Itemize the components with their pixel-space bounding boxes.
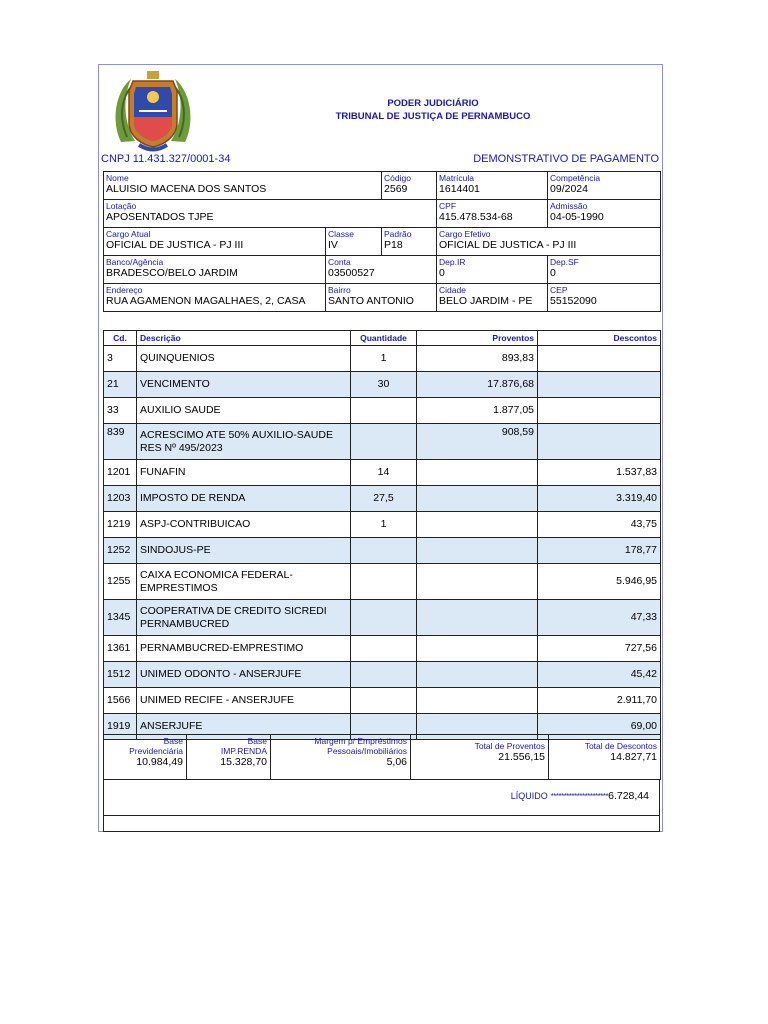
item-description: AUXILIO SAUDE [137, 398, 351, 424]
item-proventos: 893,83 [417, 346, 538, 372]
table-row [104, 564, 661, 600]
item-code: 33 [104, 398, 137, 424]
item-descontos: 2.911,70 [538, 688, 661, 714]
margem-emprestimos: Margem p/ Empréstimos Pessoais/Imobiliários 5,06 [271, 735, 411, 780]
table-row [104, 636, 661, 662]
item-proventos [417, 688, 538, 714]
liquido-box [103, 779, 660, 816]
field-bairro: Bairro SANTO ANTONIO [326, 284, 437, 312]
item-descontos: 727,56 [538, 636, 661, 662]
field-cep: CEP 55152090 [548, 284, 661, 312]
item-quantity: 1 [351, 512, 417, 538]
item-proventos [417, 600, 538, 636]
field-lotacao: Lotação APOSENTADOS TJPE [104, 200, 437, 228]
table-row [104, 424, 661, 460]
table-row [104, 460, 661, 486]
info-row-1 [104, 172, 661, 200]
item-quantity: 30 [351, 372, 417, 398]
field-codigo: Código 2569 [382, 172, 437, 200]
coat-of-arms-emblem [109, 67, 197, 153]
item-code: 3 [104, 346, 137, 372]
item-descontos [538, 424, 661, 460]
field-nome: Nome ALUISIO MACENA DOS SANTOS [104, 172, 382, 200]
item-quantity [351, 688, 417, 714]
field-banco: Banco/Agência BRADESCO/BELO JARDIM [104, 256, 326, 284]
item-quantity: 1 [351, 346, 417, 372]
item-code: 1361 [104, 636, 137, 662]
item-quantity [351, 636, 417, 662]
item-quantity [351, 398, 417, 424]
field-cpf: CPF 415.478.534-68 [437, 200, 548, 228]
cnpj-text: CNPJ 11.431.327/0001-34 [101, 153, 231, 165]
table-row [104, 372, 661, 398]
col-header-quantidade: Quantidade [351, 331, 417, 346]
item-proventos: 17.876,68 [417, 372, 538, 398]
item-description: SINDOJUS-PE [137, 538, 351, 564]
item-descontos: 1.537,83 [538, 460, 661, 486]
item-description: ANSERJUFE [137, 714, 351, 740]
item-descontos: 47,33 [538, 600, 661, 636]
item-description: CAIXA ECONOMICA FEDERAL-EMPRESTIMOS [137, 564, 351, 600]
item-description: IMPOSTO DE RENDA [137, 486, 351, 512]
item-proventos [417, 460, 538, 486]
item-proventos [417, 512, 538, 538]
item-description: UNIMED RECIFE - ANSERJUFE [137, 688, 351, 714]
item-quantity [351, 600, 417, 636]
item-quantity [351, 538, 417, 564]
item-code: 1203 [104, 486, 137, 512]
item-proventos: 908,59 [417, 424, 538, 460]
liquido-value: 6.728,44 [608, 790, 649, 802]
field-endereco: Endereço RUA AGAMENON MAGALHAES, 2, CASA [104, 284, 326, 312]
item-descontos: 45,42 [538, 662, 661, 688]
item-descontos: 43,75 [538, 512, 661, 538]
field-admissao: Admissão 04-05-1990 [548, 200, 661, 228]
item-description: UNIMED ODONTO - ANSERJUFE [137, 662, 351, 688]
item-code: 1252 [104, 538, 137, 564]
field-competencia: Competência 09/2024 [548, 172, 661, 200]
info-row-5 [104, 284, 661, 312]
table-row [104, 662, 661, 688]
item-descontos [538, 372, 661, 398]
field-cidade: Cidade BELO JARDIM - PE [437, 284, 548, 312]
total-descontos: Total de Descontos 14.827,71 [549, 735, 661, 780]
item-quantity [351, 564, 417, 600]
item-code: 21 [104, 372, 137, 398]
item-description: PERNAMBUCRED-EMPRESTIMO [137, 636, 351, 662]
document-title: DEMONSTRATIVO DE PAGAMENTO [473, 153, 659, 165]
org-line-1: PODER JUDICIÁRIO [387, 98, 479, 109]
field-dep-ir: Dep.IR 0 [437, 256, 548, 284]
field-cargo-atual: Cargo Atual OFICIAL DE JUSTICA - PJ III [104, 228, 326, 256]
field-matricula: Matrícula 1614401 [437, 172, 548, 200]
item-descontos: 5.946,95 [538, 564, 661, 600]
item-quantity: 27,5 [351, 486, 417, 512]
item-descontos: 178,77 [538, 538, 661, 564]
org-line-2: TRIBUNAL DE JUSTIÇA DE PERNAMBUCO [335, 111, 531, 122]
item-code: 1919 [104, 714, 137, 740]
item-quantity: 14 [351, 460, 417, 486]
item-proventos [417, 538, 538, 564]
item-description: VENCIMENTO [137, 372, 351, 398]
item-description: QUINQUENIOS [137, 346, 351, 372]
item-code: 839 [104, 424, 137, 460]
employee-info-table [103, 171, 661, 312]
item-proventos [417, 486, 538, 512]
item-description: ASPJ-CONTRIBUICAO [137, 512, 351, 538]
table-row [104, 398, 661, 424]
item-code: 1201 [104, 460, 137, 486]
item-description: COOPERATIVA DE CREDITO SICREDI PERNAMBUCRED [137, 600, 351, 636]
item-descontos: 3.319,40 [538, 486, 661, 512]
base-previdenciaria: Base Previdenciária 10.984,49 [104, 735, 187, 780]
item-description: ACRESCIMO ATE 50% AUXILIO-SAUDE RES Nº 495/2023 [137, 424, 351, 460]
col-header-descontos: Descontos [538, 331, 661, 346]
item-code: 1512 [104, 662, 137, 688]
table-row [104, 688, 661, 714]
field-conta: Conta 03500527 [326, 256, 437, 284]
item-proventos [417, 662, 538, 688]
item-proventos [417, 564, 538, 600]
field-dep-sf: Dep.SF 0 [548, 256, 661, 284]
payment-items-table [103, 330, 661, 740]
item-description: FUNAFIN [137, 460, 351, 486]
liquido-label: LÍQUIDO [510, 791, 548, 801]
info-row-2 [104, 200, 661, 228]
item-code: 1255 [104, 564, 137, 600]
info-row-4 [104, 256, 661, 284]
item-descontos [538, 346, 661, 372]
item-quantity [351, 424, 417, 460]
item-proventos: 1.877,05 [417, 398, 538, 424]
totals-table [103, 734, 661, 780]
item-code: 1566 [104, 688, 137, 714]
payslip-frame [98, 64, 663, 832]
col-header-descricao: Descrição [137, 331, 351, 346]
table-row [104, 600, 661, 636]
item-descontos: 69,00 [538, 714, 661, 740]
item-code: 1219 [104, 512, 137, 538]
liquido-line [511, 790, 649, 802]
base-imp-renda: Base IMP.RENDA 15.328,70 [187, 735, 271, 780]
item-proventos [417, 636, 538, 662]
table-row [104, 538, 661, 564]
field-padrao: Padrão P18 [382, 228, 437, 256]
totals-row [104, 735, 661, 780]
col-header-proventos: Proventos [417, 331, 538, 346]
item-code: 1345 [104, 600, 137, 636]
info-row-3 [104, 228, 661, 256]
items-header-row [104, 331, 661, 346]
item-quantity [351, 662, 417, 688]
total-proventos: Total de Proventos 21.556,15 [411, 735, 549, 780]
col-header-cd: Cd. [104, 331, 137, 346]
item-descontos [538, 398, 661, 424]
field-classe: Classe IV [326, 228, 382, 256]
table-row [104, 346, 661, 372]
footer-empty-row [103, 815, 660, 832]
table-row [104, 486, 661, 512]
table-row [104, 512, 661, 538]
liquido-stars: ********************** [550, 792, 609, 801]
field-cargo-efetivo: Cargo Efetivo OFICIAL DE JUSTICA - PJ III [437, 228, 661, 256]
